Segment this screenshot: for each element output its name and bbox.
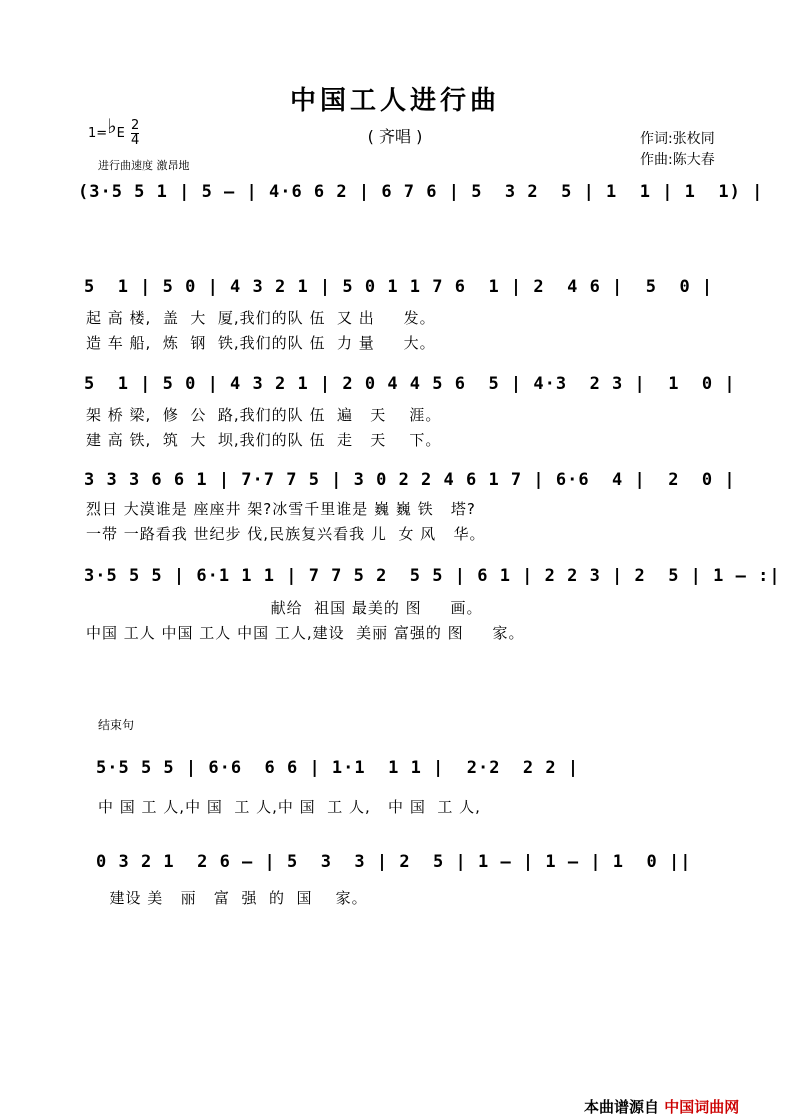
key-signature xyxy=(88,114,140,148)
notation-line: (3·5 5 1 | 5 – | 4·6 6 2 | 6 7 6 | 5 3 2 5 | 1 1 | 1 1) | xyxy=(78,182,764,202)
notation-line: 5 1 | 5 0 | 4 3 2 1 | 2 0 4 4 5 6 5 | 4·3 2 3 | 1 0 | xyxy=(84,374,736,394)
lyric-verse-1: 起 高 楼, 盖 大 厦,我们的队 伍 又 出 发。 xyxy=(86,309,436,327)
flat-sign: ♭ xyxy=(107,114,117,138)
lyric-line-lower: 中国 工人 中国 工人 中国 工人,建设 美丽 富强的 图 家。 xyxy=(86,624,525,642)
key-letter: E xyxy=(116,126,125,141)
lyric-line-upper: 献给 祖国 最美的 图 画。 xyxy=(86,599,483,617)
lyric-line: 建设 美 丽 富 强 的 国 家。 xyxy=(98,889,368,907)
notation-line: 3 3 3 6 6 1 | 7·7 7 5 | 3 0 2 2 4 6 1 7 | 6·6 4 | 2 0 | xyxy=(84,470,736,490)
lyric-verse-2: 一带 一路看我 世纪步 伐,民族复兴看我 儿 女 风 华。 xyxy=(86,525,486,543)
lyric-line: 中 国 工 人,中 国 工 人,中 国 工 人, 中 国 工 人, xyxy=(98,798,481,816)
lyric-verse-1: 架 桥 梁, 修 公 路,我们的队 伍 遍 天 涯。 xyxy=(86,406,442,424)
composer-credit: 作曲:陈大春 xyxy=(640,152,715,168)
source-label: 本曲谱源自 xyxy=(584,1098,660,1116)
key-prefix: 1= xyxy=(88,126,108,141)
notation-line: 5·5 5 5 | 6·6 6 6 | 1·1 1 1 | 2·2 2 2 | xyxy=(96,758,580,778)
lyric-verse-1: 烈日 大漠谁是 座座井 架?冰雪千里谁是 巍 巍 铁 塔? xyxy=(86,500,476,518)
notation-line: 0 3 2 1 2 6 – | 5 3 3 | 2 5 | 1 – | 1 – | 1 0 || xyxy=(96,852,692,872)
time-signature xyxy=(131,119,139,148)
tempo-marking: 进行曲速度 激昂地 xyxy=(98,159,190,172)
notation-line: 5 1 | 5 0 | 4 3 2 1 | 5 0 1 1 7 6 1 | 2 4 6 | 5 0 | xyxy=(84,277,714,297)
source-attribution xyxy=(584,1096,739,1117)
time-top: 2 xyxy=(130,118,140,133)
lyric-verse-2: 造 车 船, 炼 钢 铁,我们的队 伍 力 量 大。 xyxy=(86,334,436,352)
notation-line: 3·5 5 5 | 6·1 1 1 | 7 7 5 2 5 5 | 6 1 | 2 2 3 | 2 5 | 1 – :| xyxy=(84,566,781,586)
lyricist-credit: 作词:张枚同 xyxy=(640,131,715,147)
performance-style: ( 齐唱 ) xyxy=(367,127,423,146)
song-title: 中国工人进行曲 xyxy=(289,86,500,116)
coda-label: 结束句 xyxy=(98,718,135,732)
lyric-verse-2: 建 高 铁, 筑 大 坝,我们的队 伍 走 天 下。 xyxy=(86,431,442,449)
source-site-link[interactable]: 中国词曲网 xyxy=(664,1098,740,1116)
time-bottom: 4 xyxy=(130,133,140,148)
